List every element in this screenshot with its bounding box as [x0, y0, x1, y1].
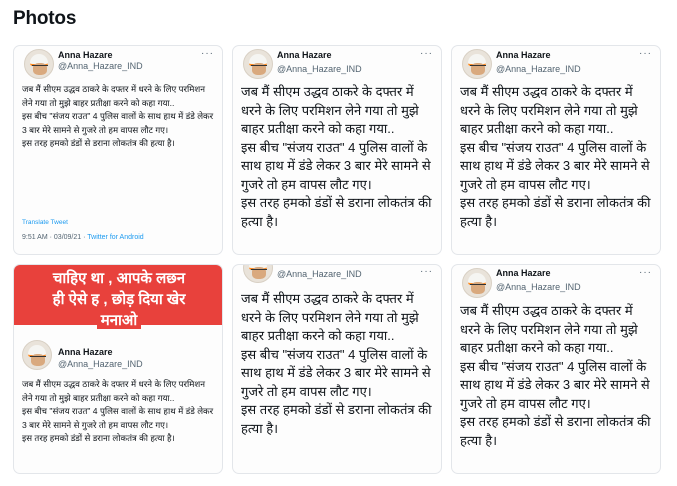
- banner-caption: [14, 265, 223, 329]
- photo-tile-3[interactable]: [451, 45, 661, 255]
- avatar: [462, 49, 492, 79]
- tweet-author-handle: @Anna_Hazare_IND: [277, 64, 362, 74]
- tweet-author-name: Anna Hazare: [58, 50, 113, 60]
- avatar: [243, 49, 273, 79]
- photo-tile-2[interactable]: [232, 45, 442, 255]
- tweet-body: जब मैं सीएम उद्धव ठाकरे के दफ्तर में धरने के लिए परमिशन लेने गया तो मुझे बाहर प्रतीक्षा करने को कहा गया.. इस बीच "संजय राउत" 4 पुलिस वालों के साथ हाथ में डंडे लेकर 3 बार मेरे सामने से गुजरे तो हम वापस लौट गए। इस तरह हमको डंडों से डराना लोकतंत्र की हत्या है।: [241, 291, 432, 436]
- tweet-body: जब मैं सीएम उद्धव ठाकरे के दफ्तर में धरने के लिए परमिशन लेने गया तो मुझे बाहर प्रतीक्षा करने को कहा गया.. इस बीच "संजय राउत" 4 पुलिस वालों के साथ हाथ में डंडे लेकर 3 बार मेरे सामने से गुजरे तो हम वापस लौट गए। इस तरह हमको डंडों से डराना लोकतंत्र की हत्या है।: [22, 84, 214, 148]
- translate-tweet-link[interactable]: Translate Tweet: [22, 219, 68, 226]
- tweet-body: जब मैं सीएम उद्धव ठाकरे के दफ्तर में धरने के लिए परमिशन लेने गया तो मुझे बाहर प्रतीक्षा करने को कहा गया.. इस बीच "संजय राउत" 4 पुलिस वालों के साथ हाथ में डंडे लेकर 3 बार मेरे सामने से गुजरे तो हम वापस लौट गए। इस तरह हमको डंडों से डराना लोकतंत्र की हत्या है।: [460, 303, 651, 448]
- tweet-source-app: Twitter for Android: [87, 234, 144, 241]
- tweet-body: जब मैं सीएम उद्धव ठाकरे के दफ्तर में धरने के लिए परमिशन लेने गया तो मुझे बाहर प्रतीक्षा करने को कहा गया.. इस बीच "संजय राउत" 4 पुलिस वालों के साथ हाथ में डंडे लेकर 3 बार मेरे सामने से गुजरे तो हम वापस लौट गए। इस तरह हमको डंडों से डराना लोकतंत्र की हत्या है।: [241, 84, 432, 229]
- photos-heading: Photos: [13, 8, 77, 29]
- banner-line: ही ऐसे ह , छोड़ दिया खेर: [49, 291, 190, 308]
- tweet-body: जब मैं सीएम उद्धव ठाकरे के दफ्तर में धरने के लिए परमिशन लेने गया तो मुझे बाहर प्रतीक्षा करने को कहा गया.. इस बीच "संजय राउत" 4 पुलिस वालों के साथ हाथ में डंडे लेकर 3 बार मेरे सामने से गुजरे तो हम वापस लौट गए। इस तरह हमको डंडों से डराना लोकतंत्र की हत्या है।: [22, 379, 214, 443]
- tweet-meta: 9:51 AM · 03/09/21 · Twitter for Android: [22, 234, 144, 241]
- tweet-body: जब मैं सीएम उद्धव ठाकरे के दफ्तर में धरने के लिए परमिशन लेने गया तो मुझे बाहर प्रतीक्षा करने को कहा गया.. इस बीच "संजय राउत" 4 पुलिस वालों के साथ हाथ में डंडे लेकर 3 बार मेरे सामने से गुजरे तो हम वापस लौट गए। इस तरह हमको डंडों से डराना लोकतंत्र की हत्या है।: [460, 84, 651, 229]
- photo-tile-4[interactable]: [13, 264, 223, 474]
- avatar: [462, 268, 492, 298]
- avatar: [24, 49, 54, 79]
- more-options-icon[interactable]: ···: [420, 266, 433, 277]
- tweet-author-name: Anna Hazare: [496, 268, 551, 278]
- more-options-icon[interactable]: ···: [201, 48, 214, 59]
- tweet-timestamp: 9:51 AM · 03/09/21: [22, 234, 82, 241]
- more-options-icon[interactable]: ···: [639, 267, 652, 278]
- tweet-author-name: Anna Hazare: [496, 50, 551, 60]
- banner-line: मनाओ: [97, 312, 142, 329]
- more-options-icon[interactable]: ···: [639, 48, 652, 59]
- tweet-author-name: Anna Hazare: [277, 50, 332, 60]
- more-options-icon[interactable]: ···: [420, 48, 433, 59]
- tweet-author-name: Anna Hazare: [58, 347, 113, 357]
- banner-line: चाहिए था , आपके लछन: [49, 270, 189, 287]
- tweet-author-handle: @Anna_Hazare_IND: [496, 282, 581, 292]
- tweet-author-handle: @Anna_Hazare_IND: [277, 269, 362, 279]
- photo-tile-6[interactable]: [451, 264, 661, 474]
- photo-tile-5[interactable]: [232, 264, 442, 474]
- photo-grid: [13, 45, 662, 478]
- tweet-author-handle: @Anna_Hazare_IND: [496, 64, 581, 74]
- avatar: [243, 264, 273, 283]
- photo-tile-1[interactable]: [13, 45, 223, 255]
- tweet-author-handle: @Anna_Hazare_IND: [58, 61, 143, 71]
- tweet-author-handle: @Anna_Hazare_IND: [58, 359, 143, 369]
- avatar: [22, 340, 52, 370]
